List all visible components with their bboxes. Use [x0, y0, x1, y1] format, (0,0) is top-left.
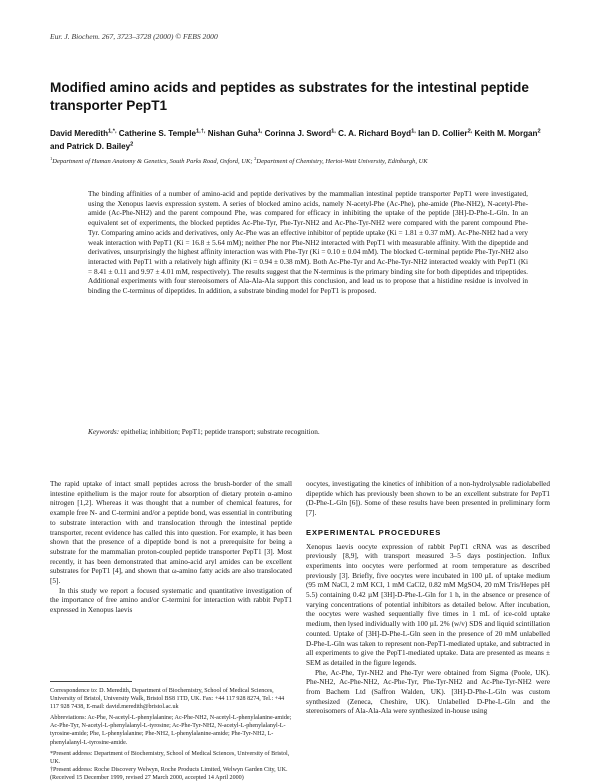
- keywords-label: Keywords:: [88, 428, 120, 436]
- author-list: [50, 128, 560, 153]
- affiliation: Department of Human Anatomy & Genetics, South Parks Road, Oxford, UK;: [52, 158, 253, 165]
- intro-continuation: oocytes, investigating the kinetics of inhibition of a non-hydrolysable radiolabelled dipeptide which has previously been shown to be an excellent substrate for PepT1 (D-Phe-L-Gln [6]). Some of these results have been presented in preliminary form [7].: [306, 480, 550, 518]
- abbreviations-note: Abbreviations: Ac-Phe, N-acetyl-L-phenylalanine; Ac-Phe-NH2, N-acetyl-L-phenylalanine-amide; Ac-Phe-Tyr, N-acetyl-L-phenylalanyl-L-tyrosine; Ac-Phe-Tyr-NH2, N-acetyl-L-phenylalanyl-L-tyrosine-amide; Phe, L-phenylalanine; Phe-NH2, L-phenylalanine-amide; Phe-Tyr-NH2, L-phenylalanyl-L-tyrosine-amide.: [50, 715, 292, 746]
- author: Corinna J. Sword$^{1,}$: [264, 128, 336, 138]
- journal-header: Eur. J. Biochem. 267, 3723–3728 (2000) © FEBS 2000: [50, 32, 218, 41]
- article-title: Modified amino acids and peptides as substrates for the intestinal peptide transporter PepT1: [50, 80, 529, 113]
- affiliation: Department of Chemistry, Heriot-Watt University, Edinburgh, UK: [256, 158, 428, 165]
- present-address-note: *Present address: Department of Biochemistry, School of Medical Sciences, University of Bristol, UK.: [50, 750, 290, 765]
- intro-paragraph: The rapid uptake of intact small peptides across the brush-border of the small intestine epithelium is the major route for absorption of dietary protein α-amino nitrogen [1,2]. Whereas it was thought that a number of chemical features, for example free N- and C-termini and/or a peptide bond, was essential in contributing to substrate interaction with and translocation through the intestinal peptide transporter, recent evidence has called this into question. For example, it has been shown that the presence of a dipeptide bond is not a prerequisite for being a substrate for the mammalian proton-coupled peptide transporter PepT1 [3]. Most recently, it has been demonstrated that amino-acid aryl amides can be excellent substrates for PepT1 [4], and shown that ω-amino fatty acids are also translocated [5].: [50, 480, 292, 586]
- left-column: [50, 480, 292, 616]
- abstract: The binding affinities of a number of amino-acid and peptide derivatives by the mammalian intestinal peptide transporter PepT1 were investigated, using the Xenopus laevis expression system. A series of blocked amino acids, namely N-acetyl-Phe (Ac-Phe), phe-amide (Phe-NH2), N-acetyl-Phe-amide (Ac-Phe-NH2) and the parent compound Phe, was compared for efficacy in inhibiting the uptake of the peptide [3H]-D-Phe-L-Gln. In an equivalent set of experiments, the blocked peptides Ac-Phe-Tyr, Phe-Tyr-NH2 and Ac-Phe-Tyr-NH2 were compared with the parent compound Phe-Tyr. Comparing amino acids and derivatives, only Ac-Phe was an effective inhibitor of peptide uptake (Ki = 1.81 ± 0.37 mM). Ac-Phe-NH2 had a very weak interaction with PepT1 (Ki = 16.8 ± 5.64 mM); neither Phe nor Phe-NH2 interacted with PepT1 with measurable affinity. With the dipeptide and derivatives, unsurprisingly the highest affinity interaction was with Phe-Tyr (Ki = 0.10 ± 0.04 mM). The blocked C-terminal peptide Phe-Tyr-NH2 also interacted with PepT1 with a relatively high affinity (Ki = 0.94 ± 0.38 mM). Both Ac-Phe-Tyr and Ac-Phe-Tyr-NH2 interacted weakly with PepT1 (Ki = 8.41 ± 0.11 and 9.97 ± 4.01 mM, respectively). The results suggest that the N-terminus is the primary binding site for both dipeptides and tripeptides. Additional experiments with four stereoisomers of Ala-Ala-Ala support this conclusion, and lead us to propose that a histidine residue is involved in binding the C-terminus of dipeptides. In addition, a substrate binding model for PepT1 is proposed.: [88, 190, 528, 296]
- methods-paragraph: Xenopus laevis oocyte expression of rabbit PepT1 cRNA was as described previously [8,9], with transport measured 3–5 days postinjection. Influx experiments into oocytes were performed at room temperature as described previously [3]. Briefly, five oocytes were incubated in 100 µL of uptake medium (95 mM NaCl, 2 mM KCl, 1 mM CaCl2, 0.82 mM MgSO4, 20 mM Tris/Hepes pH 5.5) containing 0.42 µM [3H]-D-Phe-L-Gln for 1 h, in the absence or presence of varying concentrations of potential inhibitors as detailed below. After incubation, the oocytes were washed sequentially five times in 1 mL of ice-cold uptake medium, then lysed individually with 100 µL 2% (w/v) SDS and liquid scintillation counted. Uptake of [3H]-D-Phe-L-Gln seen in the presence of 20 mM unlabelled D-Phe-L-Gln was taken to represent non-PepT1-mediated uptake, and subtracted in all experiments to give the PepT1-mediated uptake. Data are presented as means ± SEM as detailed in the figure legends.: [306, 542, 550, 667]
- author: and Patrick D. Bailey$^2$: [50, 140, 134, 151]
- keywords: [88, 427, 528, 437]
- author: C. A. Richard Boyd$^{1,}$: [338, 128, 416, 138]
- author: Keith M. Morgan$^2$: [474, 128, 541, 138]
- correspondence-note: Correspondence to: D. Meredith, Department of Biochemistry, School of Medical Sciences, University of Bristol, University Walk, Bristol BS8 1TD, UK. Fax: +44 117 928 8274, Tel.: +44 117 928 7438, E-mail: david.meredith@bristol.ac.uk: [50, 688, 285, 711]
- affiliations: $^1$Department of Human Anatomy & Genetics, South Parks Road, Oxford, UK; $^2$Department of Chemistry, Heriot-Watt University, Edinburgh, UK: [50, 155, 428, 165]
- footnote-divider: [50, 681, 132, 682]
- keywords-list: epithelia; inhibition; PepT1; peptide transport; substrate recognition.: [120, 428, 320, 436]
- author: Ian D. Collier$^{2,}$: [418, 128, 473, 138]
- author: Catherine S. Temple$^{1,\dagger,}$: [118, 128, 206, 138]
- methods-paragraph: Phe, Ac-Phe, Tyr-NH2 and Phe-Tyr were obtained from Sigma (Poole, UK). Phe-NH2, Ac-Phe-NH2, Ac-Phe-Tyr, Phe-Tyr-NH2 and Ac-Phe-Tyr-NH2 were from Bachem Ltd (Saffron Walden, UK). [3H]-D-Phe-L-Gln was custom synthesized (Zeneca, Cheshire, UK). Unlabelled D-Phe-L-Gln and the stereoisomers of Ala-Ala-Ala were synthesized in-house using: [306, 668, 550, 716]
- section-heading: EXPERIMENTAL PROCEDURES: [306, 527, 442, 537]
- present-address-note: †Present address: Roche Discovery Welwyn, Roche Products Limited, Welwyn Garden City, UK.: [50, 766, 288, 773]
- received-note: (Received 15 December 1999, revised 27 March 2000, accepted 14 April 2000): [50, 774, 244, 781]
- footnotes: [50, 687, 292, 782]
- right-column: [306, 480, 550, 717]
- intro-paragraph: In this study we report a focused systematic and quantitative investigation of the importance of free amino and/or C-termini for interaction with rabbit PepT1 expressed in Xenopus laevis: [50, 586, 292, 615]
- author: David Meredith$^{1,*,}$: [50, 128, 117, 138]
- author: Nishan Guha$^{1,}$: [207, 128, 263, 138]
